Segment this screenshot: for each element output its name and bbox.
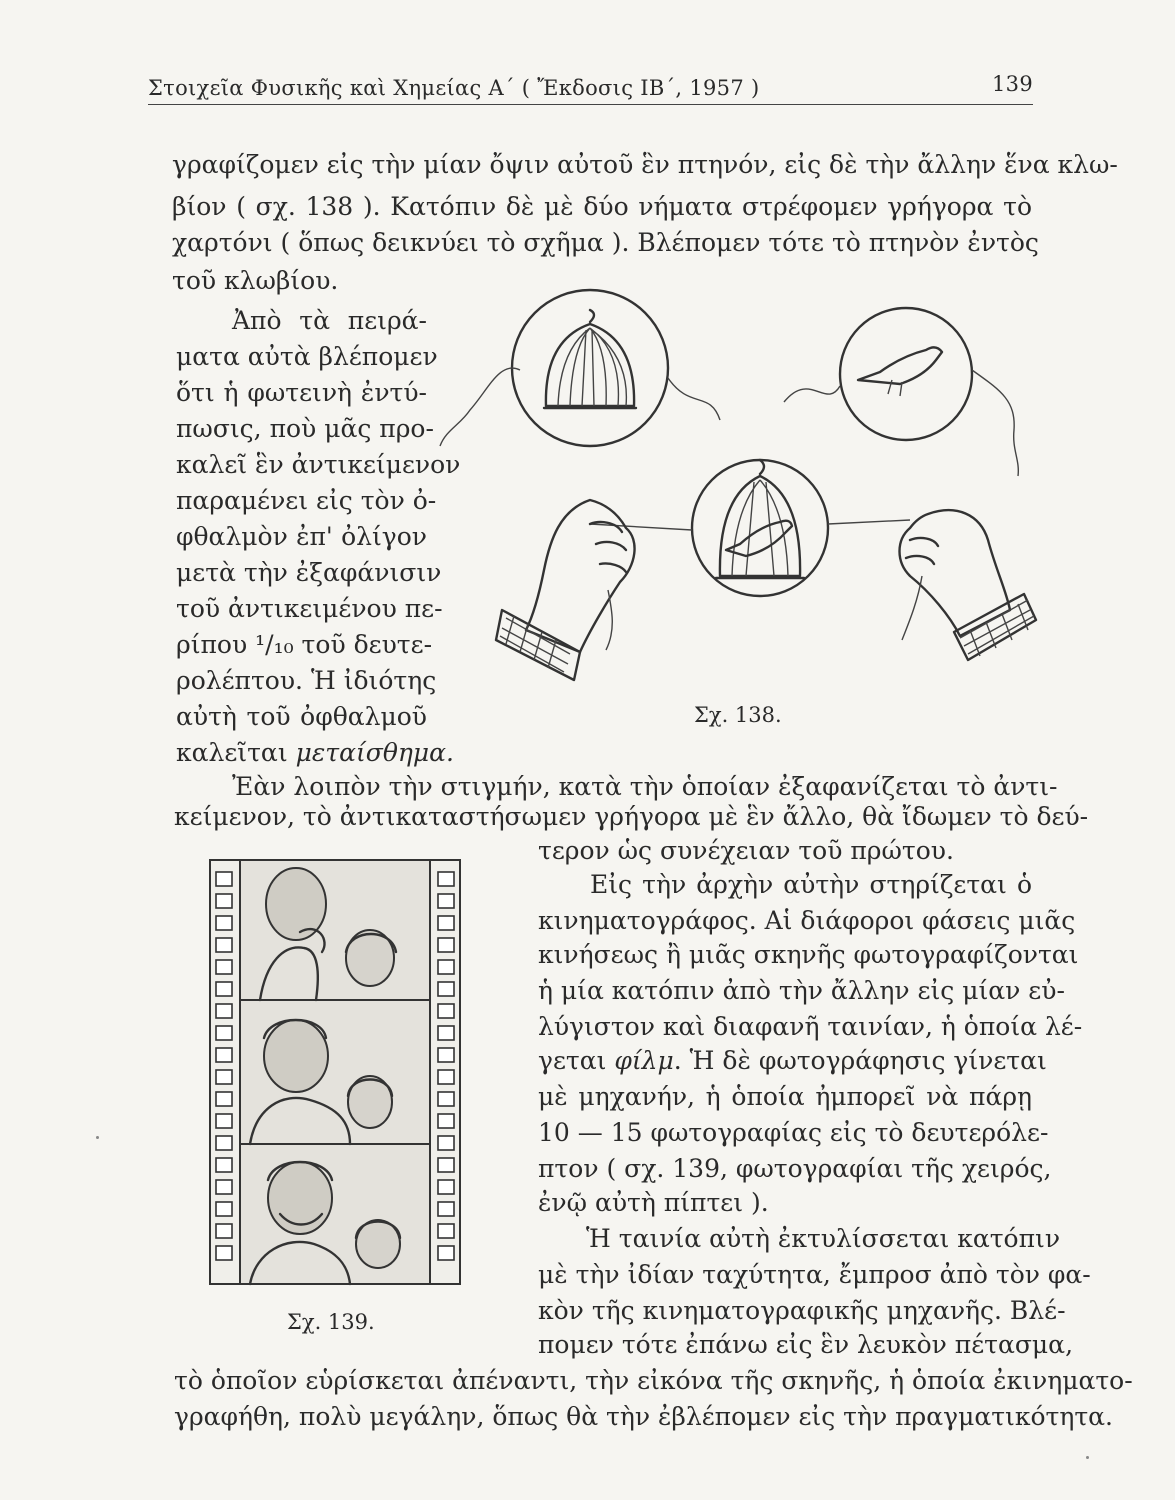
text-line: τὸ ὁποῖον εὑρίσκεται ἀπέναντι, τὴν εἰκόνα τῆς σκηνῆς, ἡ ὁποία ἐκινηματο- <box>174 1366 1133 1395</box>
text-line: καλεῖ ἓν ἀντικείμενον <box>176 450 461 479</box>
figure-138-illustration <box>440 300 1040 680</box>
running-header <box>148 74 1033 105</box>
text-line: καλεῖται μεταίσθημα. <box>176 738 454 767</box>
text-line: γραφήθη, πολὺ μεγάλην, ὅπως θὰ τὴν ἐβλέπομεν εἰς τὴν πραγματικότητα. <box>174 1402 1113 1431</box>
text-line: χαρτόνι ( ὅπως δεικνύει τὸ σχῆμα ). Βλέπομεν τότε τὸ πτηνὸν ἐντὸς <box>172 228 1039 257</box>
text-line: φθαλμὸν ἐπ' ὀλίγον <box>176 522 427 551</box>
left-hand <box>496 500 635 680</box>
text-line: ἡ μία κατόπιν ἀπὸ τὴν ἄλλην εἰς μίαν εὐ- <box>538 976 1065 1005</box>
text-line: αὐτὴ τοῦ ὀφθαλμοῦ <box>176 702 427 731</box>
text-line: κινήσεως ἢ μιᾶς σκηνῆς φωτογραφίζονται <box>538 940 1079 969</box>
term-metaisthima: μεταίσθημα. <box>295 738 454 767</box>
page-number: 139 <box>992 72 1033 96</box>
text-line: βίον ( σχ. 138 ). Κατόπιν δὲ μὲ δύο νήματα στρέφομεν γρήγορα τὸ <box>172 192 1032 221</box>
text-line: κείμενον, τὸ ἀντικαταστήσωμεν γρήγορα μὲ ἓν ἄλλο, θὰ ἴδωμεν τὸ δεύ- <box>174 802 1089 831</box>
print-speck <box>96 1136 99 1139</box>
term-film: φίλμ <box>614 1046 674 1075</box>
text-line: ματα αὐτὰ βλέπομεν <box>176 342 438 371</box>
text-line: παραμένει εἰς τὸν ὀ- <box>176 486 437 515</box>
text-line: τοῦ κλωβίου. <box>172 266 339 295</box>
figure-138-caption: Σχ. 138. <box>694 703 782 727</box>
cage-disc <box>440 290 720 446</box>
text-line: γεται φίλμ. Ἡ δὲ φωτογράφησις γίνεται <box>538 1046 1047 1075</box>
figure-139-caption: Σχ. 139. <box>287 1310 375 1334</box>
text-line: κινηματογράφος. Αἱ διάφοροι φάσεις μιᾶς <box>538 906 1076 935</box>
text-line: Ἐὰν λοιπὸν τὴν στιγμήν, κατὰ τὴν ὁποίαν ἐξαφανίζεται τὸ ἀντι- <box>232 772 1058 801</box>
text-line: πτον ( σχ. 139, φωτογραφίαι τῆς χειρός, <box>538 1154 1052 1183</box>
right-hand <box>900 510 1037 660</box>
text-line: Εἰς τὴν ἀρχὴν αὐτὴν στηρίζεται ὁ <box>590 870 1032 899</box>
text-line: 10 — 15 φωτογραφίας εἰς τὸ δευτερόλε- <box>538 1118 1049 1147</box>
text-line: ρολέπτου. Ἡ ἰδιότης <box>176 666 437 695</box>
print-speck <box>1086 1456 1089 1459</box>
text-line: Ἡ ταινία αὐτὴ ἐκτυλίσσεται κατόπιν <box>586 1224 1061 1253</box>
text-line: μὲ μηχανήν, ἡ ὁποία ἠμπορεῖ νὰ πάρῃ <box>538 1082 1032 1111</box>
text-line: λύγιστον καὶ διαφανῆ ταινίαν, ἡ ὁποία λέ- <box>538 1012 1083 1041</box>
text-line: μετὰ τὴν ἐξαφάνισιν <box>176 558 442 587</box>
text-line: πωσις, ποὺ μᾶς προ- <box>176 414 434 443</box>
text-line: κὸν τῆς κινηματογραφικῆς μηχανῆς. Βλέ- <box>538 1296 1066 1325</box>
running-title: Στοιχεῖα Φυσικῆς καὶ Χημείας Α΄ ( Ἔκδοσις ΙΒ΄, 1957 ) <box>148 76 760 100</box>
bird-in-cage-disc <box>590 460 910 596</box>
text-line: τερον ὡς συνέχειαν τοῦ πρώτου. <box>538 836 954 865</box>
text-line: ρίπου ¹/₁₀ τοῦ δευτε- <box>176 630 433 659</box>
bird-disc <box>784 308 1018 476</box>
text-line: τοῦ ἀντικειμένου πε- <box>176 594 443 623</box>
text-line: Ἀπὸ τὰ πειρά- <box>232 306 427 335</box>
text-line: ἐνῷ αὐτὴ πίπτει ). <box>538 1188 769 1217</box>
text-line: πομεν τότε ἐπάνω εἰς ἓν λευκὸν πέτασμα, <box>538 1330 1074 1359</box>
text-line: μὲ τὴν ἰδίαν ταχύτητα, ἔμπροσ ἀπὸ τὸν φα- <box>538 1260 1091 1289</box>
figure-139-film-strip <box>200 852 470 1292</box>
text-line: ὅτι ἡ φωτεινὴ ἐντύ- <box>176 378 427 407</box>
text-line: γραφίζομεν εἰς τὴν μίαν ὄψιν αὐτοῦ ἓν πτηνόν, εἰς δὲ τὴν ἄλλην ἕνα κλω- <box>172 150 1118 179</box>
